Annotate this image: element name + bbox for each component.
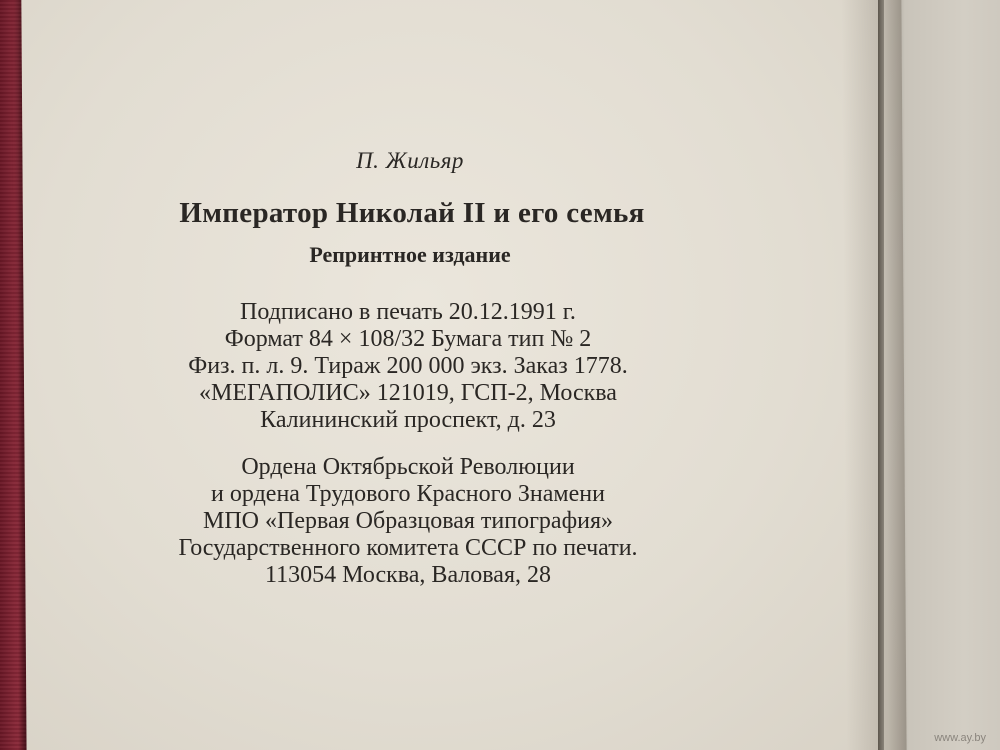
book-spine bbox=[878, 0, 884, 750]
printer-line: МПО «Первая Образцовая типография» bbox=[202, 508, 614, 534]
printer-line: Ордена Октябрьской Революции bbox=[241, 454, 575, 480]
imprint-block bbox=[28, 299, 788, 434]
edition-note: Репринтное издание bbox=[309, 242, 511, 267]
imprint-line: «МЕГАПОЛИС» 121019, ГСП-2, Москва bbox=[199, 380, 617, 406]
imprint-line: Подписано в печать 20.12.1991 г. bbox=[240, 299, 576, 325]
imprint-line: Формат 84 × 108/32 Бумага тип № 2 bbox=[224, 326, 592, 352]
page-gutter-shadow bbox=[841, 0, 906, 750]
imprint-line: Физ. п. л. 9. Тираж 200 000 экз. Заказ 1778. bbox=[188, 353, 628, 379]
printer-line: 113054 Москва, Валовая, 28 bbox=[265, 562, 551, 588]
printer-line: и ордена Трудового Красного Знамени bbox=[211, 481, 605, 507]
printer-block bbox=[28, 454, 788, 589]
site-watermark: www.ay.by bbox=[934, 732, 986, 744]
printer-line: Государственного комитета СССР по печати. bbox=[178, 535, 638, 561]
book-title: Император Николай II и его семья bbox=[179, 197, 645, 229]
author-name: П. Жильяр bbox=[356, 148, 464, 173]
imprint-line: Калининский проспект, д. 23 bbox=[260, 407, 556, 433]
